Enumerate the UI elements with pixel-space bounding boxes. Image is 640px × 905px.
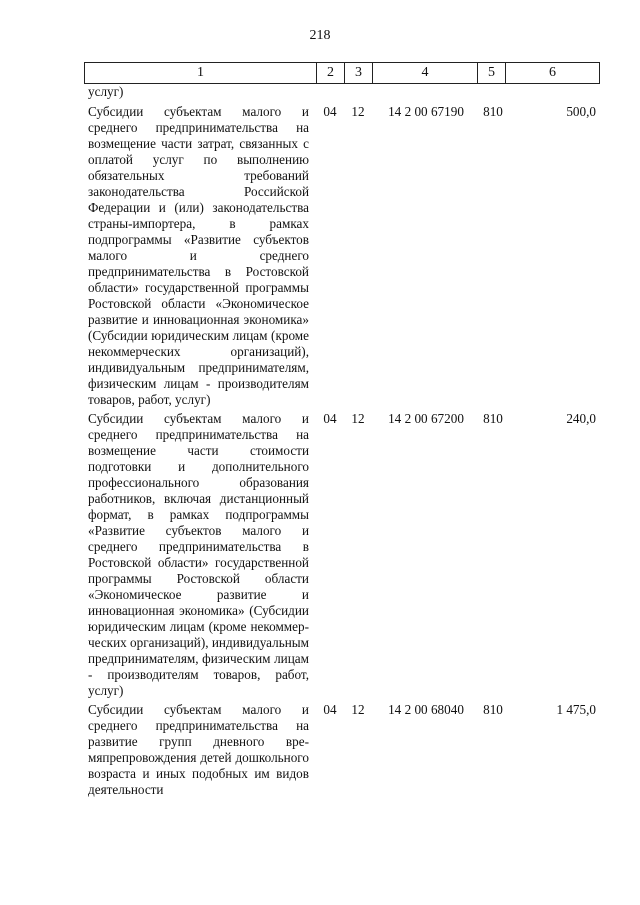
row-description: Субсидии субъектам малого и среднего предпринимательства на развитие групп дневного времяпрепровождения детей дошкольного возраста и иных подобных им видов деятельности [88,702,309,797]
row-section-code: 04 [323,702,337,717]
row-target-article-code: 14 2 00 68040 [388,702,464,717]
row-subsection-code: 12 [351,411,365,426]
column-header-4: 4 [373,63,478,84]
row-expense-type-code: 810 [483,411,503,426]
table-body [84,84,600,801]
row-amount: 240,0 [566,411,596,426]
row-section-code: 04 [323,104,337,119]
row-subsection-code: 12 [351,104,365,119]
page-number: 218 [309,28,331,43]
row-amount: 500,0 [566,104,596,119]
row-expense-type-code: 810 [483,104,503,119]
row-expense-type-code: 810 [483,702,503,717]
table-row [84,411,600,699]
column-header-row [85,63,600,84]
table-row [84,702,600,798]
column-header-3: 3 [345,63,373,84]
row-target-article-code: 14 2 00 67190 [388,104,464,119]
column-header-6: 6 [506,63,600,84]
continuation-text: услуг) [88,84,124,99]
column-header-2: 2 [317,63,345,84]
row-description: Субсидии субъектам малого и среднего предпринимательства на возмещение части затрат, связанных с оплатой услуг по выполнению обязательных требований законодательства Российской Федерации и (или) законодательства страны-импортера, в рамках подпрограммы «Развитие субъектов малого и среднего предпринимательства в Ростовской области» государственной программы Ростовской области «Экономическое развитие и инновационная экономика» (Субсидии юридическим лицам (кроме некоммерческих организаций), индивидуальным предпринимателям, физическим лицам - производителям товаров, работ, услуг) [88,104,309,407]
column-header-table [84,62,600,84]
table-row [84,104,600,408]
row-section-code: 04 [323,411,337,426]
row-target-article-code: 14 2 00 67200 [388,411,464,426]
column-header-1: 1 [85,63,317,84]
row-subsection-code: 12 [351,702,365,717]
row-description: Субсидии субъектам малого и среднего предпринимательства на возмещение части стоимости подготовки и дополнительного профессионального образования работников, включая дистанционный формат, в рамках подпрограммы «Развитие субъектов малого и среднего предпринимательства в Ростовской области» государственной программы Ростовской области «Экономическое развитие и инновационная экономика» (Субсидии юридическим лицам (кроме некоммерческих организаций), индивидуальным предпринимателям, физическим лицам - производителям товаров, работ, услуг) [88,411,309,698]
row-amount: 1 475,0 [556,702,596,717]
column-header-5: 5 [478,63,506,84]
